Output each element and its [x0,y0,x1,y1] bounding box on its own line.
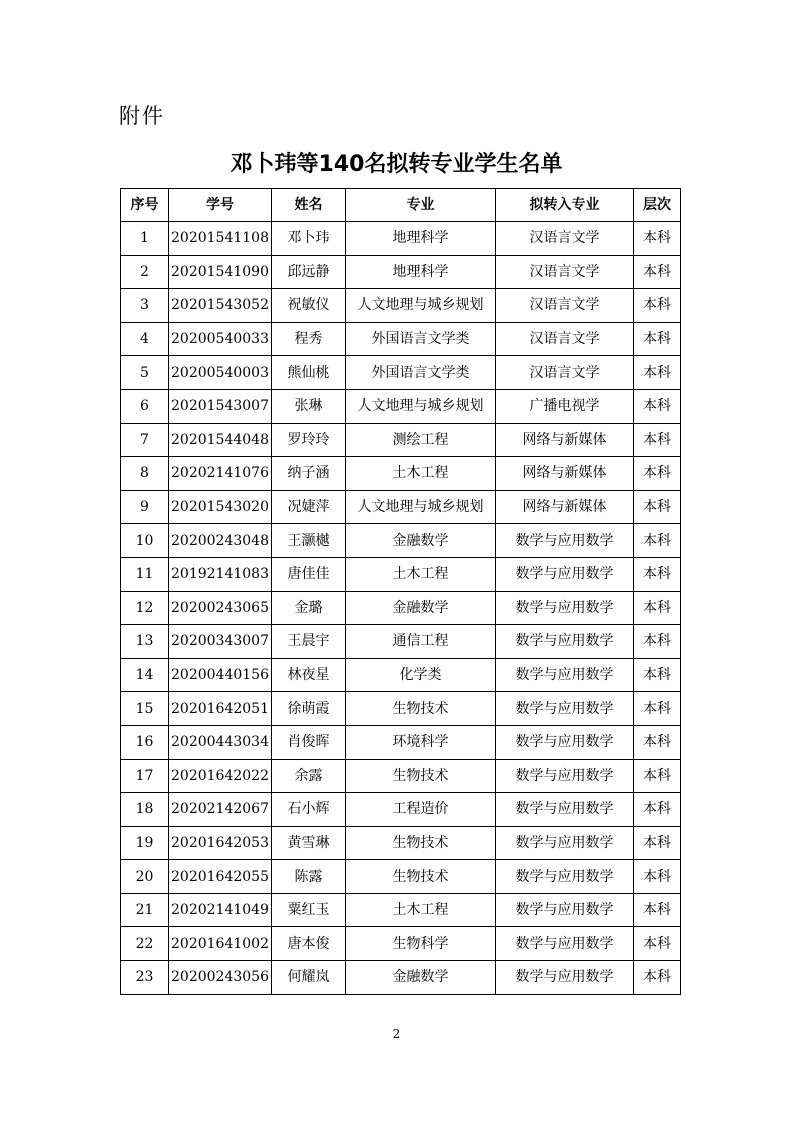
cell-level: 本科 [634,490,681,524]
cell-level: 本科 [634,222,681,256]
cell-major: 金融数学 [346,524,496,558]
cell-level: 本科 [634,961,681,995]
cell-target-major: 数学与应用数学 [496,591,634,625]
cell-name: 粟红玉 [272,893,346,927]
cell-index: 15 [121,692,169,726]
cell-level: 本科 [634,524,681,558]
cell-target-major: 网络与新媒体 [496,490,634,524]
cell-name: 王晨宇 [272,625,346,659]
cell-major: 土木工程 [346,893,496,927]
header-major: 专业 [346,189,496,222]
cell-name: 罗玲玲 [272,423,346,457]
cell-index: 19 [121,826,169,860]
cell-level: 本科 [634,322,681,356]
cell-major: 地理科学 [346,255,496,289]
cell-major: 土木工程 [346,457,496,491]
cell-name: 余露 [272,759,346,793]
table-row [121,490,681,524]
cell-student-id: 20201642053 [169,826,272,860]
table-row [121,927,681,961]
cell-target-major: 汉语言文学 [496,289,634,323]
cell-level: 本科 [634,389,681,423]
cell-student-id: 20201541108 [169,222,272,256]
cell-student-id: 20202142067 [169,793,272,827]
cell-major: 化学类 [346,658,496,692]
table-body [121,222,681,995]
table-row [121,557,681,591]
cell-target-major: 数学与应用数学 [496,793,634,827]
attachment-label: 附件 [119,104,165,128]
cell-student-id: 20200443034 [169,725,272,759]
cell-student-id: 20201544048 [169,423,272,457]
cell-level: 本科 [634,793,681,827]
table-row [121,389,681,423]
table-row [121,625,681,659]
cell-major: 外国语言文学类 [346,322,496,356]
cell-level: 本科 [634,658,681,692]
cell-major: 工程造价 [346,793,496,827]
cell-index: 16 [121,725,169,759]
cell-name: 王灏樾 [272,524,346,558]
page-number: 2 [392,1027,401,1041]
table-row [121,658,681,692]
cell-index: 17 [121,759,169,793]
cell-major: 金融数学 [346,961,496,995]
cell-level: 本科 [634,625,681,659]
cell-student-id: 20200243056 [169,961,272,995]
cell-level: 本科 [634,289,681,323]
cell-index: 6 [121,389,169,423]
cell-level: 本科 [634,557,681,591]
cell-level: 本科 [634,423,681,457]
table-row [121,289,681,323]
table-row [121,860,681,894]
cell-target-major: 数学与应用数学 [496,927,634,961]
cell-target-major: 数学与应用数学 [496,893,634,927]
cell-target-major: 数学与应用数学 [496,759,634,793]
cell-name: 唐本俊 [272,927,346,961]
cell-index: 12 [121,591,169,625]
cell-target-major: 汉语言文学 [496,356,634,390]
table-row [121,322,681,356]
cell-index: 7 [121,423,169,457]
table-row [121,222,681,256]
cell-major: 生物技术 [346,692,496,726]
cell-index: 21 [121,893,169,927]
cell-level: 本科 [634,893,681,927]
cell-major: 外国语言文学类 [346,356,496,390]
cell-target-major: 数学与应用数学 [496,826,634,860]
cell-index: 13 [121,625,169,659]
cell-major: 测绘工程 [346,423,496,457]
cell-name: 况婕萍 [272,490,346,524]
cell-level: 本科 [634,255,681,289]
header-target-major: 拟转入专业 [496,189,634,222]
cell-name: 张琳 [272,389,346,423]
cell-target-major: 汉语言文学 [496,222,634,256]
cell-major: 环境科学 [346,725,496,759]
cell-name: 熊仙桃 [272,356,346,390]
table-row [121,591,681,625]
cell-student-id: 20201543052 [169,289,272,323]
cell-student-id: 20200243048 [169,524,272,558]
cell-level: 本科 [634,692,681,726]
cell-target-major: 数学与应用数学 [496,625,634,659]
cell-index: 11 [121,557,169,591]
cell-level: 本科 [634,927,681,961]
cell-major: 生物科学 [346,927,496,961]
cell-student-id: 20202141049 [169,893,272,927]
cell-student-id: 20200540033 [169,322,272,356]
cell-major: 人文地理与城乡规划 [346,289,496,323]
cell-name: 程秀 [272,322,346,356]
cell-student-id: 20201543007 [169,389,272,423]
cell-target-major: 汉语言文学 [496,255,634,289]
cell-target-major: 数学与应用数学 [496,860,634,894]
cell-major: 生物技术 [346,860,496,894]
table-row [121,725,681,759]
cell-major: 金融数学 [346,591,496,625]
cell-index: 2 [121,255,169,289]
cell-level: 本科 [634,591,681,625]
cell-index: 4 [121,322,169,356]
cell-level: 本科 [634,356,681,390]
cell-major: 地理科学 [346,222,496,256]
cell-name: 唐佳佳 [272,557,346,591]
table-row [121,457,681,491]
cell-student-id: 20201543020 [169,490,272,524]
cell-name: 邓卜玮 [272,222,346,256]
cell-name: 肖俊晖 [272,725,346,759]
cell-target-major: 数学与应用数学 [496,524,634,558]
cell-name: 金璐 [272,591,346,625]
cell-name: 何耀岚 [272,961,346,995]
cell-target-major: 网络与新媒体 [496,423,634,457]
cell-major: 通信工程 [346,625,496,659]
cell-major: 生物技术 [346,759,496,793]
table-row [121,893,681,927]
cell-target-major: 数学与应用数学 [496,961,634,995]
cell-major: 生物技术 [346,826,496,860]
cell-target-major: 数学与应用数学 [496,557,634,591]
cell-name: 徐萌霞 [272,692,346,726]
header-index: 序号 [121,189,169,222]
cell-index: 8 [121,457,169,491]
cell-level: 本科 [634,826,681,860]
document-title: 邓卜玮等140名拟转专业学生名单 [230,152,563,177]
cell-index: 10 [121,524,169,558]
cell-student-id: 20201642055 [169,860,272,894]
header-level: 层次 [634,189,681,222]
cell-student-id: 20192141083 [169,557,272,591]
cell-student-id: 20200243065 [169,591,272,625]
cell-level: 本科 [634,725,681,759]
table-row [121,759,681,793]
cell-student-id: 20201641002 [169,927,272,961]
cell-level: 本科 [634,759,681,793]
cell-major: 土木工程 [346,557,496,591]
cell-student-id: 20200343007 [169,625,272,659]
table-row [121,524,681,558]
cell-name: 邱远静 [272,255,346,289]
cell-student-id: 20201541090 [169,255,272,289]
cell-student-id: 20201642022 [169,759,272,793]
table-row [121,692,681,726]
cell-level: 本科 [634,457,681,491]
cell-index: 5 [121,356,169,390]
cell-major: 人文地理与城乡规划 [346,490,496,524]
cell-student-id: 20200440156 [169,658,272,692]
cell-target-major: 数学与应用数学 [496,725,634,759]
cell-target-major: 网络与新媒体 [496,457,634,491]
cell-index: 23 [121,961,169,995]
table-header-row [121,189,681,222]
cell-index: 3 [121,289,169,323]
cell-name: 林夜星 [272,658,346,692]
student-list-table [120,188,681,995]
cell-student-id: 20201642051 [169,692,272,726]
cell-student-id: 20202141076 [169,457,272,491]
cell-major: 人文地理与城乡规划 [346,389,496,423]
cell-index: 22 [121,927,169,961]
table-row [121,826,681,860]
cell-name: 石小辉 [272,793,346,827]
cell-name: 纳子涵 [272,457,346,491]
cell-level: 本科 [634,860,681,894]
cell-name: 祝敏仪 [272,289,346,323]
cell-index: 1 [121,222,169,256]
cell-student-id: 20200540003 [169,356,272,390]
cell-name: 陈露 [272,860,346,894]
cell-target-major: 汉语言文学 [496,322,634,356]
cell-index: 14 [121,658,169,692]
table-row [121,423,681,457]
header-student-id: 学号 [169,189,272,222]
table-row [121,356,681,390]
cell-target-major: 广播电视学 [496,389,634,423]
cell-index: 18 [121,793,169,827]
cell-target-major: 数学与应用数学 [496,692,634,726]
cell-index: 9 [121,490,169,524]
table-row [121,255,681,289]
cell-name: 黄雪琳 [272,826,346,860]
table-row [121,961,681,995]
header-name: 姓名 [272,189,346,222]
cell-target-major: 数学与应用数学 [496,658,634,692]
table-row [121,793,681,827]
cell-index: 20 [121,860,169,894]
